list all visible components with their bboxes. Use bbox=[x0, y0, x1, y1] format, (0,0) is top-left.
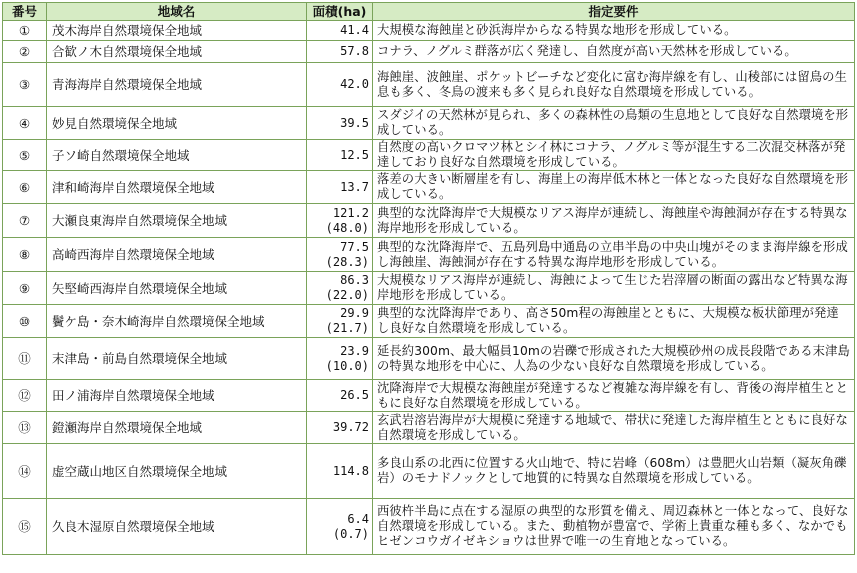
region-name: 青海海岸自然環境保全地域 bbox=[47, 63, 307, 107]
area-value: 121.2 bbox=[332, 205, 369, 220]
area-value: 29.9 bbox=[340, 306, 369, 320]
area-cell bbox=[307, 140, 373, 171]
table-row bbox=[3, 140, 855, 171]
area-value: 12.5 bbox=[340, 147, 369, 162]
table-row bbox=[3, 412, 855, 444]
requirement-text: 典型的な沈降海岸であり、高さ50m程の海蝕崖とともに、大規模な板状節理が発達し良好な自然環境を形成している。 bbox=[373, 305, 855, 338]
requirement-text: 延長約300m、最大幅員10mの岩礫で形成された大規模砂州の成長段階である末津島の特異な地形を中心に、人為の少ない良好な自然環境を形成している。 bbox=[373, 338, 855, 380]
table-row bbox=[3, 272, 855, 305]
row-number: ② bbox=[3, 41, 47, 63]
row-number: ⑪ bbox=[3, 338, 47, 380]
area-value: 39.72 bbox=[332, 420, 369, 434]
area-cell bbox=[307, 380, 373, 412]
area-cell bbox=[307, 272, 373, 305]
requirement-text: スダジイの天然林が見られ、多くの森林性の鳥類の生息地として良好な自然環境を形成している。 bbox=[373, 107, 855, 140]
area-sub-value: (10.0) bbox=[325, 358, 369, 373]
region-name: 妙見自然環境保全地域 bbox=[47, 107, 307, 140]
table-row bbox=[3, 21, 855, 41]
header-number: 番号 bbox=[3, 3, 47, 21]
area-sub-value: (0.7) bbox=[332, 526, 369, 541]
area-value: 39.5 bbox=[340, 115, 369, 130]
area-cell bbox=[307, 444, 373, 499]
area-cell bbox=[307, 204, 373, 238]
area-cell bbox=[307, 21, 373, 41]
region-name: 矢堅崎西海岸自然環境保全地域 bbox=[47, 272, 307, 305]
row-number: ③ bbox=[3, 63, 47, 107]
table-row bbox=[3, 171, 855, 204]
row-number: ⑦ bbox=[3, 204, 47, 238]
area-sub-value: (48.0) bbox=[325, 220, 369, 235]
header-requirement: 指定要件 bbox=[373, 3, 855, 21]
requirement-text: 大規模な海蝕崖と砂浜海岸からなる特異な地形を形成している。 bbox=[373, 21, 855, 41]
region-name: 鐙瀬海岸自然環境保全地域 bbox=[47, 412, 307, 444]
area-cell bbox=[307, 41, 373, 63]
row-number: ⑮ bbox=[3, 499, 47, 555]
header-region: 地域名 bbox=[47, 3, 307, 21]
area-value: 42.0 bbox=[340, 77, 369, 91]
requirement-text: 玄武岩溶岩海岸が大規模に発達する地域で、帯状に発達した海岸植生とともに良好な自然環境を形成している。 bbox=[373, 412, 855, 444]
area-cell bbox=[307, 412, 373, 444]
region-name: 大瀬良東海岸自然環境保全地域 bbox=[47, 204, 307, 238]
row-number: ⑫ bbox=[3, 380, 47, 412]
area-cell bbox=[307, 338, 373, 380]
row-number: ⑨ bbox=[3, 272, 47, 305]
row-number: ⑭ bbox=[3, 444, 47, 499]
requirement-text: 沈降海岸で大規模な海蝕崖が発達するなど複雑な海岸線を有し、背後の海岸植生とともに良好な自然環境を形成している。 bbox=[373, 380, 855, 412]
table-row bbox=[3, 204, 855, 238]
area-cell bbox=[307, 499, 373, 555]
row-number: ⑥ bbox=[3, 171, 47, 204]
region-name: 高崎西海岸自然環境保全地域 bbox=[47, 238, 307, 272]
row-number: ⑤ bbox=[3, 140, 47, 171]
table-header-row bbox=[3, 3, 855, 21]
table-row bbox=[3, 63, 855, 107]
region-name: 合歓ノ木自然環境保全地域 bbox=[47, 41, 307, 63]
region-name: 津和崎海岸自然環境保全地域 bbox=[47, 171, 307, 204]
area-value: 6.4 bbox=[347, 511, 369, 526]
area-value: 57.8 bbox=[340, 44, 369, 58]
requirement-text: 大規模なリアス海岸が連続し、海蝕によって生じた岩滓層の断面の露出など特異な海岸地形を形成している。 bbox=[373, 272, 855, 305]
requirement-text: 典型的な沈降海岸で大規模なリアス海岸が連続し、海蝕崖や海蝕洞が存在する特異な海岸地形を形成している。 bbox=[373, 204, 855, 238]
area-sub-value: (22.0) bbox=[325, 288, 369, 302]
header-area: 面積(ha) bbox=[307, 3, 373, 21]
row-number: ① bbox=[3, 21, 47, 41]
requirement-text: 落差の大きい断層崖を有し、海崖上の海岸低木林と一体となった良好な自然環境を形成している。 bbox=[373, 171, 855, 204]
region-name: 田ノ浦海岸自然環境保全地域 bbox=[47, 380, 307, 412]
table-row bbox=[3, 380, 855, 412]
requirement-text: 海蝕崖、波蝕崖、ポケットビーチなど変化に富む海岸線を有し、山稜部には留鳥の生息も多く、冬鳥の渡来も多く見られ良好な自然環境を形成している。 bbox=[373, 63, 855, 107]
table-row bbox=[3, 305, 855, 338]
table-row bbox=[3, 338, 855, 380]
row-number: ④ bbox=[3, 107, 47, 140]
table-row bbox=[3, 107, 855, 140]
area-cell bbox=[307, 305, 373, 338]
requirement-text: 西彼杵半島に点在する湿原の典型的な形質を備え、周辺森林と一体となって、良好な自然環境を形成している。また、動植物が豊富で、学術上貴重な種も多く、なかでもヒゼンコウガイゼキショウは世界で唯一の生育地となっている。 bbox=[373, 499, 855, 555]
area-value: 26.5 bbox=[340, 388, 369, 402]
area-value: 77.5 bbox=[340, 239, 369, 254]
area-sub-value: (21.7) bbox=[325, 321, 369, 335]
area-sub-value: (28.3) bbox=[325, 254, 369, 269]
table-row bbox=[3, 444, 855, 499]
area-value: 13.7 bbox=[340, 179, 369, 194]
area-cell bbox=[307, 63, 373, 107]
row-number: ⑬ bbox=[3, 412, 47, 444]
table-row bbox=[3, 499, 855, 555]
region-name: 子ソ崎自然環境保全地域 bbox=[47, 140, 307, 171]
table-body bbox=[3, 21, 855, 555]
row-number: ⑩ bbox=[3, 305, 47, 338]
table-row bbox=[3, 238, 855, 272]
region-name: 茂木海岸自然環境保全地域 bbox=[47, 21, 307, 41]
table-row bbox=[3, 41, 855, 63]
requirement-text: 自然度の高いクロマツ林とシイ林にコナラ、ノグルミ等が混生する二次混交林落が発達しており良好な自然環境を形成している。 bbox=[373, 140, 855, 171]
region-name: 鬢ケ島・奈木崎海岸自然環境保全地域 bbox=[47, 305, 307, 338]
conservation-area-table bbox=[2, 2, 855, 555]
area-cell bbox=[307, 107, 373, 140]
requirement-text: 典型的な沈降海岸で、五島列島中通島の立串半島の中央山塊がそのまま海岸線を形成し海蝕崖、海蝕洞が存在する特異な海岸地形を形成している。 bbox=[373, 238, 855, 272]
area-value: 86.3 bbox=[340, 273, 369, 287]
area-value: 23.9 bbox=[340, 343, 369, 358]
area-cell bbox=[307, 171, 373, 204]
region-name: 末津島・前島自然環境保全地域 bbox=[47, 338, 307, 380]
row-number: ⑧ bbox=[3, 238, 47, 272]
area-value: 41.4 bbox=[340, 23, 369, 37]
area-cell bbox=[307, 238, 373, 272]
region-name: 虚空蔵山地区自然環境保全地域 bbox=[47, 444, 307, 499]
requirement-text: コナラ、ノグルミ群落が広く発達し、自然度が高い天然林を形成している。 bbox=[373, 41, 855, 63]
region-name: 久良木湿原自然環境保全地域 bbox=[47, 499, 307, 555]
requirement-text: 多良山系の北西に位置する火山地で、特に岩峰（608m）は豊肥火山岩類（凝灰角礫岩）のモナドノックとして地質的に特異な自然環境を形成している。 bbox=[373, 444, 855, 499]
area-value: 114.8 bbox=[332, 463, 369, 478]
